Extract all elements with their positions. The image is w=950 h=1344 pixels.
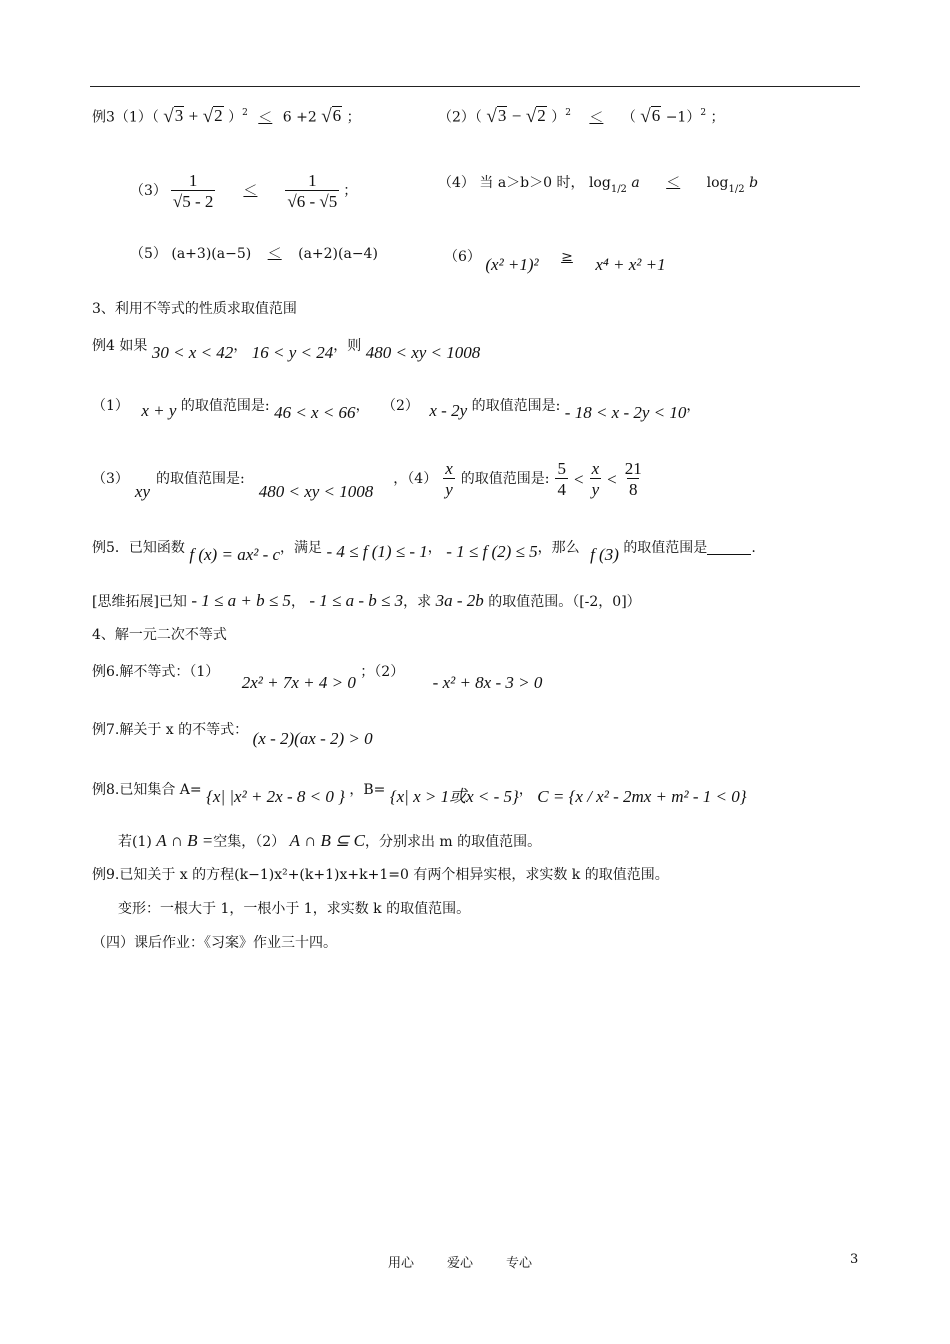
example-9: 例9.已知关于 x 的方程(k−1)x²+(k+1)x+k+1=0 有两个相异实根，求实数 k 的取值范围。 xyxy=(92,867,669,883)
log-base-2: 1/2 xyxy=(728,184,745,195)
sqrt-6: √ 6 xyxy=(321,105,342,127)
section-4-heading: 4、解一元二次不等式 xyxy=(92,627,227,643)
fraction-x-over-y: $\frac{x}{y}$ xyxy=(445,459,453,499)
sqrt-3: √ 3 xyxy=(163,105,184,127)
answer-2: ＜ xyxy=(589,109,604,126)
example-3-item-4: （4） 当 a＞b＞0 时， $\log_{1/2} a < \log_{1/2} b$ xyxy=(438,175,759,195)
answer-3: ＜ xyxy=(243,183,258,199)
footer-motto-1: 用心 xyxy=(388,1256,415,1271)
sqrt-2b: √ 2 xyxy=(525,105,546,127)
fraction-x-over-y-2: $\frac{x}{y}$ xyxy=(591,459,600,499)
answer-1: ＜ xyxy=(258,109,273,126)
footer-motto-2: 爱心 xyxy=(447,1256,474,1271)
sqrt-6b: √ 6 xyxy=(640,105,661,127)
example-3-item-6: （6） (x² +1)² ≥ x⁴ + x² +1 xyxy=(444,249,666,274)
section-3-heading: 3、利用不等式的性质求取值范围 xyxy=(92,301,297,317)
fraction-5-4: $\frac{5}{4}$ xyxy=(557,459,566,499)
footer-motto-3: 专心 xyxy=(506,1256,533,1271)
example-4-q1-q2: （1） x + y 的取值范围是: 46 < x < 66， （2） x - 2y 的取值范围是: - 18 < x - 2y < 10， xyxy=(92,398,701,422)
sqrt-2: √ 2 xyxy=(202,105,223,127)
example-7: 例7.解关于 x 的不等式： (x - 2)(ax - 2) > 0 xyxy=(92,722,373,748)
example-3-item-5: （5） (a+3)(a−5) ＜ (a+2)(a−4) xyxy=(130,246,378,262)
example-5: 例5．已知函数 f (x) = ax² - c，满足 - 4 ≤ f (1) ≤ - 1， - 1 ≤ f (2) ≤ 5，那么 f (3) 的取值范围是 . xyxy=(92,540,756,564)
example-9-variant: 变形：一根大于 1，一根小于 1，求实数 k 的取值范围。 xyxy=(118,901,471,917)
answer-5: ＜ xyxy=(267,246,282,262)
example-4: 例4 如果 30 < x < 42， 16 < y < 24，则 480 < xy < 1008 xyxy=(92,338,481,362)
header-rule xyxy=(90,86,860,87)
example-3-item-2: （2）（ √ 3 − √ 2 ）$^2$ ＜ （ √ 6 −1）$^2$ ； xyxy=(438,105,725,127)
fraction-1: $\frac{1}{√5 - 2}$ xyxy=(172,171,214,211)
sqrt-3b: √ 3 xyxy=(486,105,507,127)
thinking-extension: [思维拓展]已知 - 1 ≤ a + b ≤ 5， - 1 ≤ a - b ≤ 3，求 3a - 2b 的取值范围。（[-2，0]） xyxy=(92,591,641,610)
example-8: 例8.已知集合 A= {x| |x² + 2x - 8 < 0 } ，B= {x| x > 1或x < - 5}， C = {x / x² - 2mx + m² - 1 < 0} xyxy=(92,782,747,806)
example-8-questions: 若(1) A ∩ B =空集，（2） A ∩ B ⊆ C，分别求出 m 的取值范围。 xyxy=(118,831,542,850)
example-3-item-3: （3） $\frac{1}{√5 - 2}$ ＜ $\frac{1}{√6 - √5}$ ； xyxy=(130,171,358,211)
fraction-2: $\frac{1}{√6 - √5}$ xyxy=(287,171,338,211)
example-3-item-1: 例3（1）（ √ 3 + √ 2 ）$^2$ ＜ 6 +2 √ 6 ； xyxy=(92,105,361,127)
example-6: 例6.解不等式：（1） 2x² + 7x + 4 > 0 ；（2） - x² + 8x - 3 > 0 xyxy=(92,664,543,692)
page-number: 3 xyxy=(850,1252,859,1267)
answer-4: ＜ xyxy=(666,175,681,191)
example-4-q3-q4: （3） xy 的取值范围是: 480 < xy < 1008 ，（4） $\frac{x}{y}$ 的取值范围是: $\frac{5}{4}$ < $\frac{x}{y}$ < $\frac{21}{8}$ xyxy=(92,459,642,501)
homework: （四）课后作业：《习案》作业三十四。 xyxy=(92,935,337,951)
blank-answer xyxy=(707,540,751,555)
fraction-21-8: $\frac{21}{8}$ xyxy=(624,459,642,499)
example-3-label: 例3（1）（ xyxy=(92,109,159,126)
answer-6: ≥ xyxy=(561,249,573,265)
